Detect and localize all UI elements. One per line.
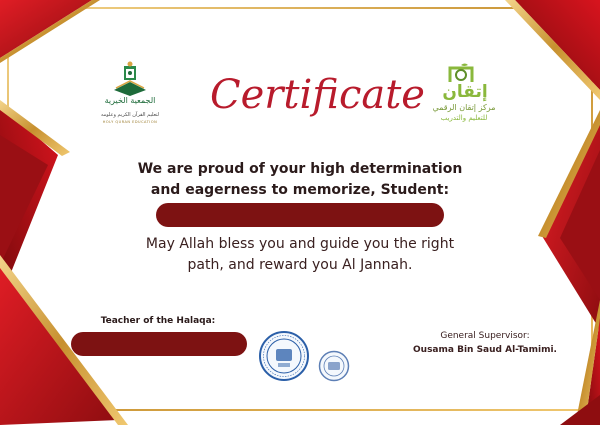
teacher-name-field[interactable] — [71, 332, 247, 356]
blessing-line-1: May Allah bless you and guide you the right — [145, 236, 455, 252]
itqan-logo-word: إتقان — [442, 82, 488, 102]
corner-top-left — [0, 0, 100, 63]
itqan-logo-subtitle: مركز إتقان الرقمي — [432, 103, 496, 112]
left-logo-arabic-subtitle: لتعليم القرآن الكريم وعلومه — [100, 112, 160, 118]
intro-line-2: and eagerness to memorize, Student: — [150, 182, 450, 198]
left-logo-english-name: HOLY QURAN EDUCATION — [102, 120, 158, 124]
blessing-line-2: path, and reward you Al Jannah. — [187, 257, 413, 273]
itqan-logo-tagline: للتعليم والتدريب — [440, 114, 488, 122]
supervisor-label: General Supervisor: — [440, 331, 530, 341]
corner-top-right — [505, 0, 600, 100]
intro-line-1: We are proud of your high determination — [137, 161, 463, 177]
itqan-logo-icon — [446, 62, 476, 84]
certificate-title: Certificate — [210, 72, 425, 118]
official-seal-large-icon — [258, 330, 310, 382]
left-logo-arabic-name: الجمعية الخيرية — [104, 96, 156, 105]
right-side-ribbons — [538, 110, 600, 425]
official-seal-small-icon — [318, 350, 350, 382]
supervisor-name: Ousama Bin Saud Al-Tamimi. — [413, 345, 557, 355]
holy-quran-education-logo-icon — [108, 60, 152, 98]
teacher-label: Teacher of the Halaqa: — [100, 316, 216, 326]
student-name-field[interactable] — [156, 203, 444, 227]
